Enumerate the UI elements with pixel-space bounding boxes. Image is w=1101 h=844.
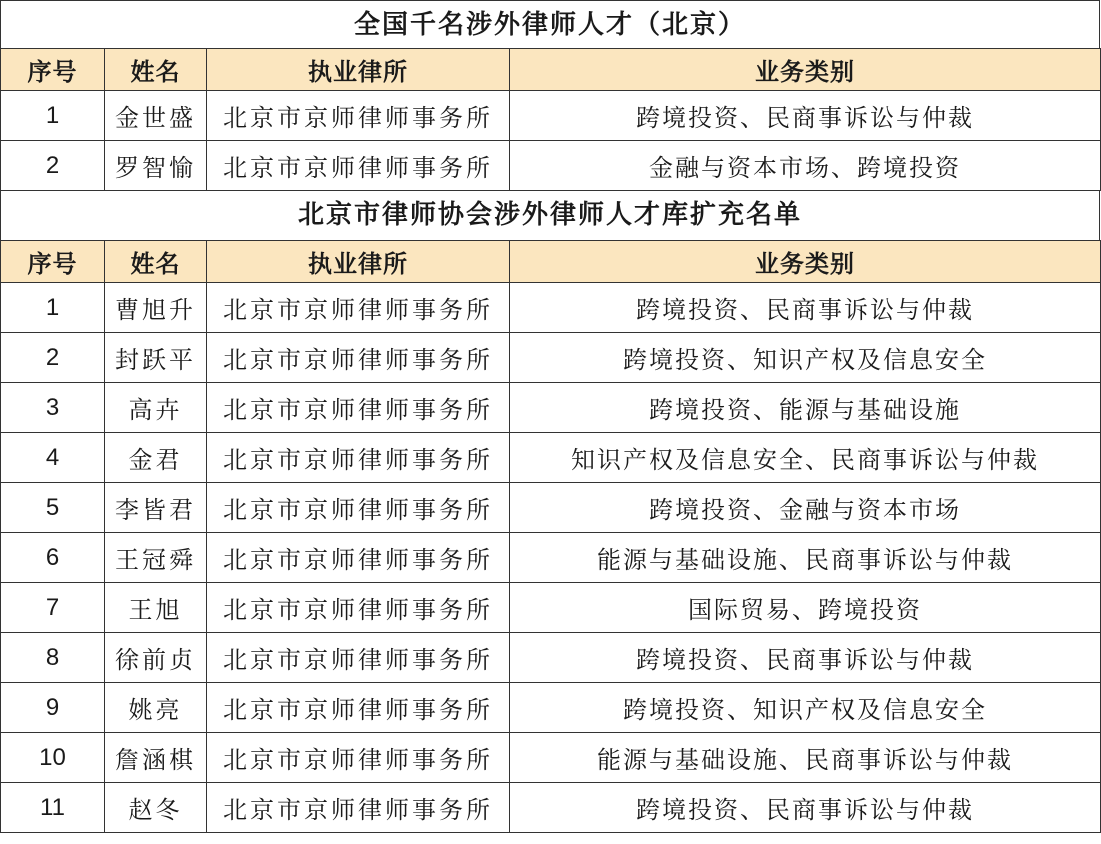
cell-firm: 北京市京师律师事务所 xyxy=(207,91,510,141)
table-row xyxy=(1,533,1101,583)
cell-number: 8 xyxy=(1,633,105,683)
cell-name: 封跃平 xyxy=(105,333,207,383)
table-row xyxy=(1,483,1101,533)
cell-firm: 北京市京师律师事务所 xyxy=(207,633,510,683)
cell-number: 7 xyxy=(1,583,105,633)
header-business: 业务类别 xyxy=(510,241,1101,283)
cell-number: 3 xyxy=(1,383,105,433)
cell-firm: 北京市京师律师事务所 xyxy=(207,333,510,383)
cell-business: 能源与基础设施、民商事诉讼与仲裁 xyxy=(510,733,1101,783)
header-firm: 执业律所 xyxy=(207,49,510,91)
cell-business: 国际贸易、跨境投资 xyxy=(510,583,1101,633)
section2-table xyxy=(0,240,1101,833)
header-business: 业务类别 xyxy=(510,49,1101,91)
cell-number: 2 xyxy=(1,141,105,191)
cell-name: 姚亮 xyxy=(105,683,207,733)
table-row xyxy=(1,383,1101,433)
cell-name: 李皆君 xyxy=(105,483,207,533)
cell-name: 金君 xyxy=(105,433,207,483)
cell-business: 知识产权及信息安全、民商事诉讼与仲裁 xyxy=(510,433,1101,483)
cell-name: 罗智愉 xyxy=(105,141,207,191)
cell-firm: 北京市京师律师事务所 xyxy=(207,683,510,733)
cell-firm: 北京市京师律师事务所 xyxy=(207,583,510,633)
cell-number: 4 xyxy=(1,433,105,483)
cell-business: 跨境投资、知识产权及信息安全 xyxy=(510,683,1101,733)
table-row xyxy=(1,583,1101,633)
cell-business: 能源与基础设施、民商事诉讼与仲裁 xyxy=(510,533,1101,583)
table-row xyxy=(1,333,1101,383)
cell-number: 10 xyxy=(1,733,105,783)
cell-number: 9 xyxy=(1,683,105,733)
table-row xyxy=(1,683,1101,733)
cell-name: 徐前贞 xyxy=(105,633,207,683)
cell-number: 1 xyxy=(1,283,105,333)
header-name: 姓名 xyxy=(105,49,207,91)
cell-business: 金融与资本市场、跨境投资 xyxy=(510,141,1101,191)
cell-business: 跨境投资、民商事诉讼与仲裁 xyxy=(510,91,1101,141)
header-name: 姓名 xyxy=(105,241,207,283)
cell-firm: 北京市京师律师事务所 xyxy=(207,783,510,833)
table-row xyxy=(1,433,1101,483)
section2-title: 北京市律师协会涉外律师人才库扩充名单 xyxy=(0,191,1100,240)
section1-title: 全国千名涉外律师人才（北京） xyxy=(0,0,1100,48)
section2-header-row xyxy=(1,241,1101,283)
header-firm: 执业律所 xyxy=(207,241,510,283)
cell-name: 高卉 xyxy=(105,383,207,433)
table-row xyxy=(1,141,1101,191)
cell-number: 5 xyxy=(1,483,105,533)
cell-business: 跨境投资、知识产权及信息安全 xyxy=(510,333,1101,383)
cell-name: 金世盛 xyxy=(105,91,207,141)
cell-business: 跨境投资、民商事诉讼与仲裁 xyxy=(510,633,1101,683)
cell-firm: 北京市京师律师事务所 xyxy=(207,483,510,533)
cell-name: 詹涵棋 xyxy=(105,733,207,783)
section1-table xyxy=(0,48,1101,191)
section1-header-row xyxy=(1,49,1101,91)
cell-name: 曹旭升 xyxy=(105,283,207,333)
cell-name: 王旭 xyxy=(105,583,207,633)
cell-number: 6 xyxy=(1,533,105,583)
header-number: 序号 xyxy=(1,49,105,91)
table-row xyxy=(1,633,1101,683)
cell-firm: 北京市京师律师事务所 xyxy=(207,533,510,583)
cell-firm: 北京市京师律师事务所 xyxy=(207,733,510,783)
table-row xyxy=(1,783,1101,833)
cell-name: 王冠舜 xyxy=(105,533,207,583)
cell-business: 跨境投资、民商事诉讼与仲裁 xyxy=(510,283,1101,333)
cell-firm: 北京市京师律师事务所 xyxy=(207,433,510,483)
cell-name: 赵冬 xyxy=(105,783,207,833)
cell-number: 11 xyxy=(1,783,105,833)
table-row xyxy=(1,733,1101,783)
cell-business: 跨境投资、能源与基础设施 xyxy=(510,383,1101,433)
cell-business: 跨境投资、金融与资本市场 xyxy=(510,483,1101,533)
cell-number: 2 xyxy=(1,333,105,383)
cell-number: 1 xyxy=(1,91,105,141)
header-number: 序号 xyxy=(1,241,105,283)
table-row xyxy=(1,91,1101,141)
cell-firm: 北京市京师律师事务所 xyxy=(207,141,510,191)
cell-business: 跨境投资、民商事诉讼与仲裁 xyxy=(510,783,1101,833)
cell-firm: 北京市京师律师事务所 xyxy=(207,283,510,333)
table-row xyxy=(1,283,1101,333)
cell-firm: 北京市京师律师事务所 xyxy=(207,383,510,433)
